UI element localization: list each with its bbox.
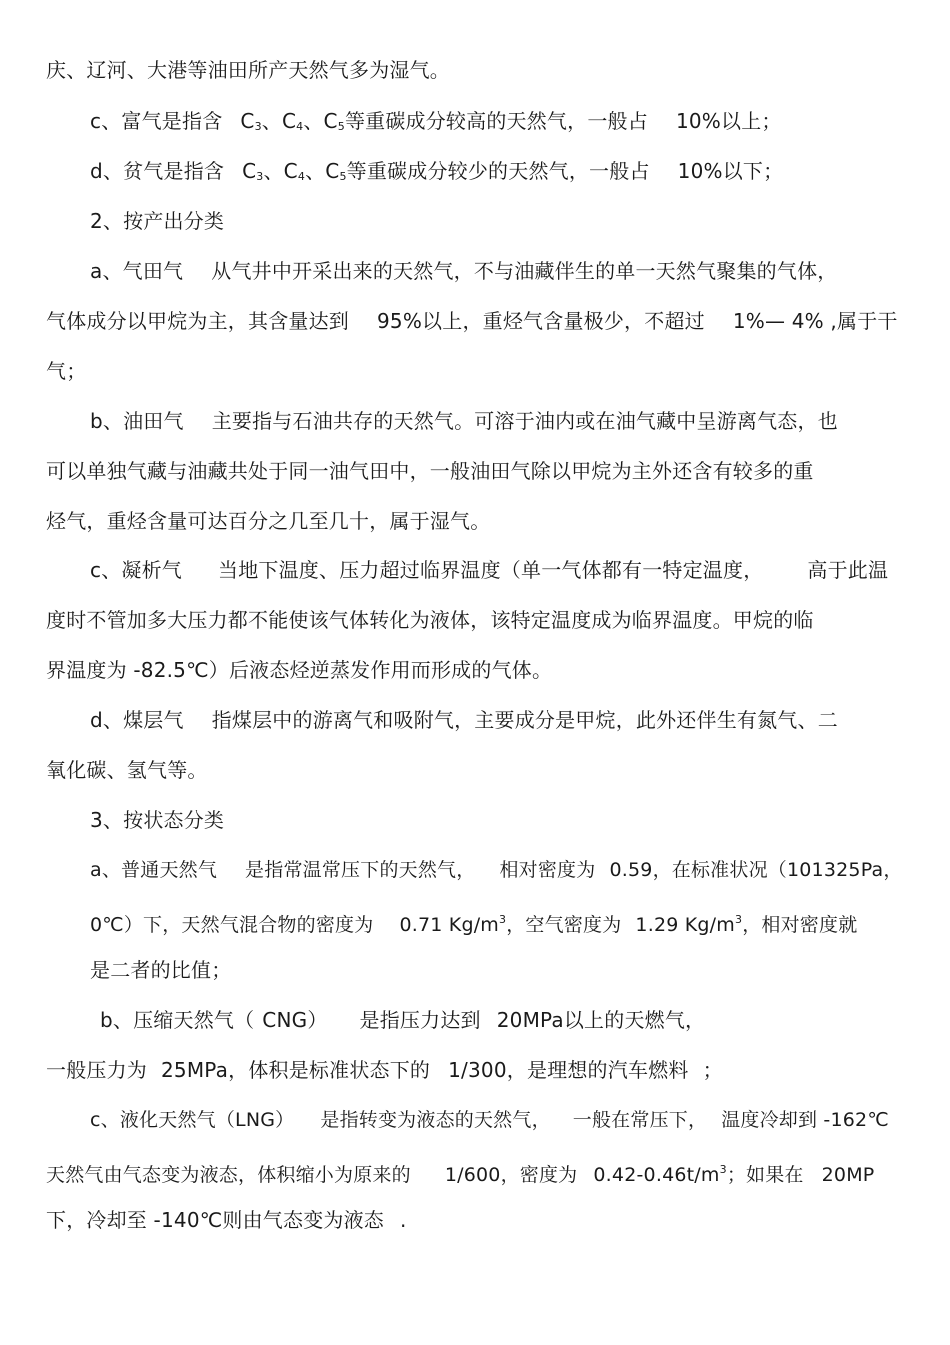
- superscript: 3: [499, 913, 507, 926]
- text-segment: 是指转变为液态的天然气，: [320, 1109, 551, 1131]
- text-segment: ；: [702, 1058, 723, 1082]
- text-line: [90, 557, 888, 583]
- term-label: b、油田气: [90, 409, 184, 433]
- text-segment: .: [400, 1208, 407, 1232]
- text-segment: C: [242, 159, 257, 183]
- text-line: 可以单独气藏与油藏共处于同一油气田中，一般油田气除以甲烷为主外还含有较多的重: [46, 459, 814, 483]
- text-line: [90, 707, 838, 733]
- text-line: 界温度为 -82.5℃）后液态烃逆蒸发作用而形成的气体。: [46, 658, 553, 682]
- term-label: a、气田气: [90, 259, 184, 283]
- text-line: [100, 1007, 705, 1033]
- text-segment: d、贫气是指含: [90, 159, 225, 183]
- text-segment: 从气井中开采出来的天然气，不与油藏伴生的单一天然气聚集的气体，: [211, 259, 838, 283]
- text-segment: 20MPa以上的天燃气，: [496, 1008, 706, 1032]
- text-segment: 等重碳成分较高的天然气，一般占: [344, 109, 648, 133]
- text-segment: 是指常温常压下的天然气，: [245, 859, 476, 881]
- term-label: c、凝析气: [90, 558, 182, 582]
- text-segment: 25MPa，体积是标准状态下的: [161, 1058, 431, 1082]
- subscript: 4: [297, 170, 306, 183]
- text-segment: 0.59，在标准状况（101325Pa，: [609, 859, 903, 881]
- term-label: c、液化天然气（LNG）: [90, 1109, 295, 1131]
- text-segment: ，相对密度就: [742, 914, 858, 936]
- text-line: 是二者的比值；: [90, 958, 232, 982]
- text-segment: C: [240, 109, 255, 133]
- text-line-rich-gas: [90, 108, 782, 140]
- text-line: [90, 1107, 889, 1133]
- text-segment: 10%以上；: [675, 109, 782, 133]
- text-segment: 1%— 4% ,属于干: [732, 309, 898, 333]
- text-segment: ；如果在: [726, 1164, 804, 1186]
- text-segment: 95%以上，重烃气含量极少，不超过: [377, 309, 705, 333]
- subscript: 3: [254, 120, 262, 133]
- text-line: [46, 308, 898, 334]
- text-segment: 气体成分以甲烷为主，其含量达到: [46, 309, 349, 333]
- text-segment: 0.71 Kg/m: [399, 914, 500, 936]
- text-line: 气；: [46, 359, 87, 383]
- text-line: [46, 1157, 874, 1188]
- text-line: [90, 907, 857, 938]
- text-segment: 温度冷却到 -162℃: [721, 1109, 889, 1131]
- text-segment: 天然气由气态变为液态，体积缩小为原来的: [46, 1164, 411, 1186]
- text-segment: 1/600，密度为: [444, 1164, 578, 1186]
- text-segment: 20MP: [821, 1164, 875, 1186]
- text-segment: ，空气密度为: [506, 914, 622, 936]
- term-label: d、煤层气: [90, 708, 184, 732]
- text-segment: 、C: [305, 159, 340, 183]
- text-line: 度时不管加多大压力都不能使该气体转化为液体，该特定温度成为临界温度。甲烷的临: [46, 608, 814, 632]
- subscript: 3: [256, 170, 264, 183]
- text-segment: 0.42-0.46t/m: [593, 1164, 720, 1186]
- text-line: [90, 258, 837, 284]
- term-label: b、压缩天然气（: [100, 1008, 255, 1032]
- text-line: [90, 408, 838, 434]
- term-label: a、普通天然气: [90, 859, 218, 881]
- text-segment: 、C: [303, 109, 338, 133]
- text-segment: 指煤层中的游离气和吸附气，主要成分是甲烷，此外还伴生有氮气、二: [211, 708, 838, 732]
- section-heading: 3、按状态分类: [90, 808, 225, 832]
- subscript: 5: [337, 120, 345, 133]
- text-segment: c、富气是指含: [90, 109, 223, 133]
- text-segment: 1/300，是理想的汽车燃料: [448, 1058, 689, 1082]
- text-segment: 10%以下；: [677, 159, 784, 183]
- text-segment: 主要指与石油共存的天然气。可溶于油内或在油气藏中呈游离气态，也: [211, 409, 838, 433]
- superscript: 3: [719, 1163, 727, 1176]
- text-line: 氧化碳、氢气等。: [46, 758, 208, 782]
- subscript: 4: [296, 120, 304, 133]
- text-segment: 、C: [261, 109, 297, 133]
- section-heading: 2、按产出分类: [90, 209, 225, 233]
- text-segment: 下，冷却至 -140℃则由气态变为液态: [46, 1208, 385, 1232]
- text-segment: 、C: [263, 159, 298, 183]
- text-segment: 1.29 Kg/m: [635, 914, 735, 936]
- text-segment: 相对密度为: [499, 859, 596, 881]
- text-line: 庆、辽河、大港等油田所产天然气多为湿气。: [46, 58, 450, 82]
- text-line: 烃气，重烃含量可达百分之几至几十，属于湿气。: [46, 509, 491, 533]
- text-line: [46, 1057, 723, 1083]
- superscript: 3: [735, 913, 743, 926]
- text-segment: 高于此温: [807, 558, 889, 582]
- text-line-lean-gas: [90, 158, 783, 190]
- text-line: [46, 1207, 407, 1233]
- text-segment: 当地下温度、压力超过临界温度（单一气体都有一特定温度，: [218, 558, 764, 582]
- text-segment: 是指压力达到: [359, 1008, 481, 1032]
- text-segment: 0℃）下，天然气混合物的密度为: [90, 914, 374, 936]
- subscript: 5: [339, 170, 347, 183]
- text-segment: 等重碳成分较少的天然气，一般占: [346, 159, 650, 183]
- text-segment: 一般在常压下，: [572, 1109, 708, 1131]
- text-segment: 一般压力为: [46, 1058, 147, 1082]
- text-line: [90, 857, 903, 883]
- text-segment: CNG）: [262, 1008, 328, 1032]
